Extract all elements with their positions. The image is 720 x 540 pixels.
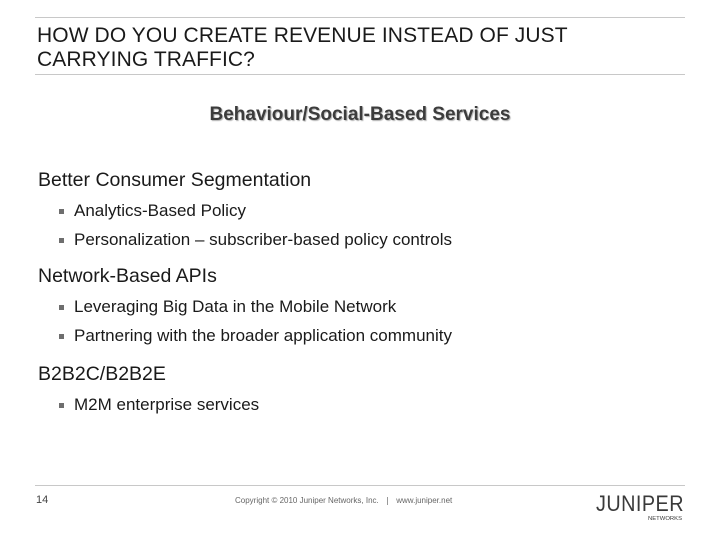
bullet-marker-icon [59, 403, 64, 408]
section-consumer-segmentation [38, 168, 678, 250]
section-heading: Better Consumer Segmentation [38, 169, 312, 191]
section-heading: Network-Based APIs [38, 265, 217, 287]
bullet-marker-icon [59, 305, 64, 310]
footer-copyright [235, 496, 452, 505]
bullet-item [38, 230, 678, 250]
juniper-logo-icon [596, 489, 686, 523]
section-heading: B2B2C/B2B2E [38, 363, 166, 385]
bullet-text: Leveraging Big Data in the Mobile Network [74, 297, 397, 316]
bullet-item [38, 201, 678, 221]
footer-url: www.juniper.net [396, 496, 453, 505]
footer-rule [35, 485, 685, 486]
logo-wordmark: JUNIPER [596, 491, 684, 516]
section-network-apis [38, 264, 678, 346]
bullet-text: Analytics-Based Policy [74, 201, 246, 220]
bullet-item [38, 297, 678, 317]
juniper-logo [596, 489, 686, 523]
bullet-item [38, 326, 678, 346]
section-b2b2c [38, 362, 678, 415]
bullet-marker-icon [59, 209, 64, 214]
copyright-text: Copyright © 2010 Juniper Networks, Inc. [235, 496, 379, 505]
logo-subtext: NETWORKS [648, 516, 683, 522]
title-bottom-rule [35, 74, 685, 75]
title-top-rule [35, 17, 685, 18]
slide-subtitle: Behaviour/Social-Based Services [209, 104, 511, 125]
bullet-text: Personalization – subscriber-based policy controls [74, 230, 452, 249]
bullet-marker-icon [59, 238, 64, 243]
bullet-text: Partnering with the broader application community [74, 326, 452, 345]
slide-title: HOW DO YOU CREATE REVENUE INSTEAD OF JUST CARRYING TRAFFIC? [37, 24, 568, 71]
bullet-item [38, 395, 678, 415]
page-number: 14 [36, 494, 49, 506]
bullet-marker-icon [59, 334, 64, 339]
bullet-text: M2M enterprise services [74, 395, 260, 414]
